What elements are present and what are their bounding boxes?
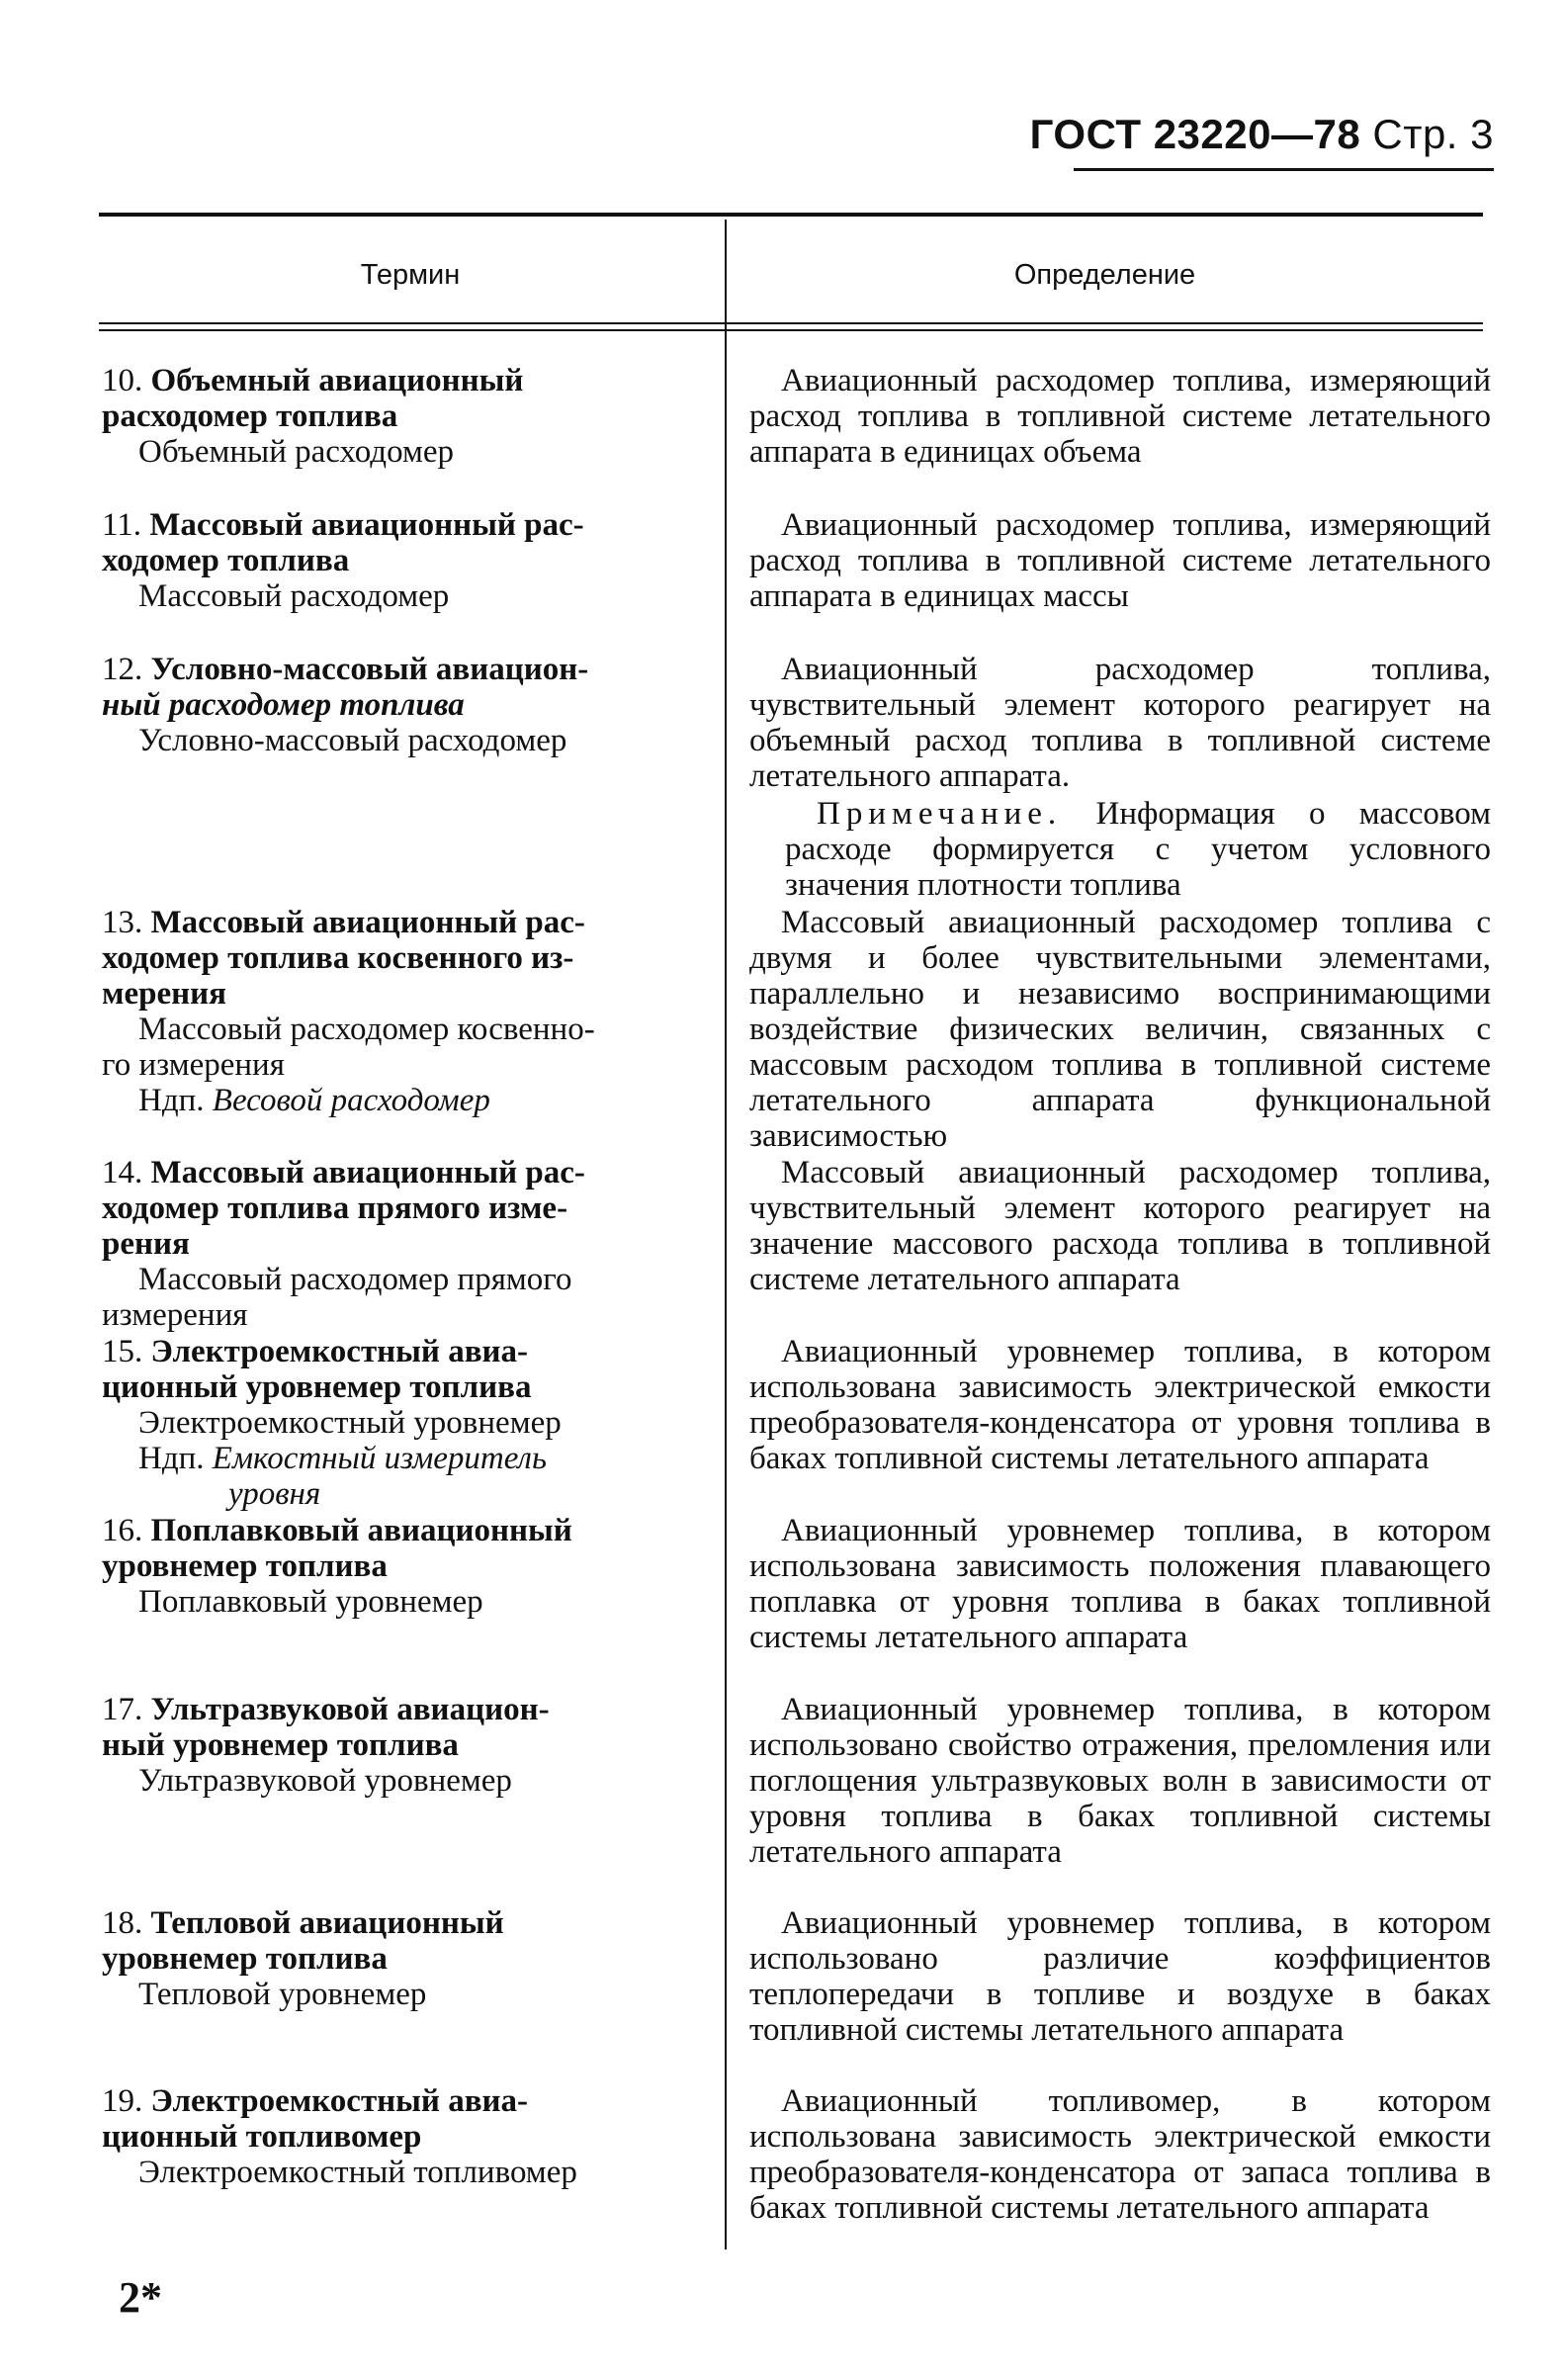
term-title-cont: мерения	[102, 976, 227, 1012]
term-synonym: Массовый расходомер	[138, 578, 450, 614]
term-title: 19. Электроемкостный авиа-	[102, 2083, 529, 2119]
term-title-cont: ционный топливомер	[102, 2119, 422, 2155]
term-title: 13. Массовый авиационный рас-	[102, 905, 585, 940]
definition-entry-16	[749, 1513, 1491, 1655]
term-title-cont: ный уровнемер топлива	[102, 1727, 459, 1763]
term-title-cont: расходомер топлива	[102, 398, 398, 434]
standard-number: ГОСТ 23220—78	[1029, 111, 1361, 157]
note-text: Информация о массовом расходе формируется с учетом условного значения плотности топлива	[785, 796, 1491, 903]
definition-entry-12	[749, 652, 1491, 903]
term-title: 17. Ультразвуковой авиацион-	[102, 1692, 550, 1727]
term-title-cont: уровнемер топлива	[102, 1941, 388, 1977]
definition-entry-15	[749, 1334, 1491, 1476]
term-entry-15	[102, 1334, 692, 1512]
term-synonym: Массовый расходомер косвенно-	[138, 1012, 595, 1047]
term-title-cont: ходомер топлива	[102, 543, 350, 578]
definition-text: Авиационный уровнемер топлива, в котором использована зависимость электрической емкости преобразователя-конденсатора от уровня топлива в баках топливной системы летательного аппарата	[749, 1334, 1491, 1476]
term-not-allowed: Ндп. Емкостный измеритель	[138, 1441, 547, 1476]
term-synonym-cont: го измерения	[102, 1047, 285, 1083]
definition-entry-10	[749, 363, 1491, 470]
definition-text: Массовый авиационный расходомер топлива, чувствительный элемент которого реагирует на значение массового расхода топлива в топливной системе летательного аппарата	[749, 1155, 1491, 1297]
definition-entry-13	[749, 905, 1491, 1154]
term-synonym: Электроемкостный топливомер	[138, 2155, 577, 2190]
page-number: Стр. 3	[1372, 111, 1494, 157]
term-entry-19	[102, 2083, 692, 2190]
term-synonym: Массовый расходомер прямого	[138, 1262, 572, 1297]
definition-entry-17	[749, 1692, 1491, 1870]
header-double-rule-top	[99, 322, 1483, 324]
term-synonym: Условно-массовый расходомер	[138, 723, 567, 758]
term-entry-18	[102, 1905, 692, 2012]
definition-text: Авиационный расходомер топлива, измеряющий расход топлива в топливной системе летательного аппарата в единицах массы	[749, 507, 1491, 614]
term-title-cont: уровнемер топлива	[102, 1548, 388, 1584]
definition-text: Авиационный уровнемер топлива, в котором использовано свойство отражения, преломления или поглощения ультразвуковых волн в зависимости от уровня топлива в баках топливной системы летательного аппарата	[749, 1692, 1491, 1870]
term-title: 10. Объемный авиационный	[102, 363, 524, 398]
term-not-allowed: Ндп. Весовой расходомер	[138, 1083, 490, 1118]
page-header	[1030, 111, 1494, 158]
definition-text: Авиационный расходомер топлива, чувствительный элемент которого реагирует на объемный расход топлива в топливной системе летательного аппарата.	[749, 652, 1491, 794]
term-synonym: Тепловой уровнемер	[138, 1977, 427, 2012]
term-synonym: Ультразвуковой уровнемер	[138, 1763, 512, 1799]
term-title: 11. Массовый авиационный рас-	[102, 507, 584, 543]
term-title-cont: ный расходомер топлива	[102, 687, 465, 723]
term-title: 18. Тепловой авиационный	[102, 1905, 504, 1941]
term-entry-14	[102, 1155, 692, 1333]
term-title: 15. Электроемкостный авиа-	[102, 1334, 529, 1369]
definition-text: Авиационный уровнемер топлива, в котором использовано различие коэффициентов теплопередачи в топливе и воздухе в баках топливной системы летательного аппарата	[749, 1905, 1491, 2048]
definition-text: Массовый авиационный расходомер топлива с двумя и более чувствительными элементами, параллельно и независимо воспринимающими воздействие физических величин, связанных с массовым расходом топлива в топливной системе летательного аппарата функциональной зависимостью	[749, 905, 1491, 1154]
term-entry-16	[102, 1513, 692, 1620]
term-title-cont: ходомер топлива прямого изме-	[102, 1190, 568, 1226]
term-synonym: Поплавковый уровнемер	[138, 1584, 483, 1620]
header-rule	[1074, 168, 1494, 171]
table-top-rule	[99, 213, 1483, 217]
header-double-rule-bottom	[99, 329, 1483, 331]
term-title-cont: ционный уровнемер топлива	[102, 1369, 532, 1405]
term-not-allowed-cont: уровня	[228, 1476, 321, 1512]
term-title-cont: рения	[102, 1226, 190, 1262]
definition-text: Авиационный уровнемер топлива, в котором использована зависимость положения плавающего поплавка от уровня топлива в баках топливной системы летательного аппарата	[749, 1513, 1491, 1655]
term-title-cont: ходомер топлива косвенного из-	[102, 940, 574, 976]
term-synonym: Объемный расходомер	[138, 434, 454, 470]
column-header-term: Термин	[360, 259, 461, 291]
definition-entry-18	[749, 1905, 1491, 2048]
term-synonym: Электроемкостный уровнемер	[138, 1405, 562, 1441]
note-label: Примечание.	[817, 796, 1063, 832]
term-synonym-cont: измерения	[102, 1297, 248, 1333]
definition-entry-11	[749, 507, 1491, 614]
term-entry-13	[102, 905, 692, 1118]
sheet-signature-mark: 2*	[119, 2273, 162, 2322]
definition-text: Авиационный расходомер топлива, измеряющий расход топлива в топливной системе летательного аппарата в единицах объема	[749, 363, 1491, 470]
term-title: 14. Массовый авиационный рас-	[102, 1155, 585, 1190]
definition-text: Авиационный топливомер, в котором использована зависимость электрической емкости преобразователя-конденсатора от запаса топлива в баках топливной системы летательного аппарата	[749, 2083, 1491, 2226]
column-header-definition: Определение	[1013, 259, 1196, 291]
definition-entry-14	[749, 1155, 1491, 1297]
term-entry-10	[102, 363, 692, 470]
term-entry-12	[102, 652, 692, 758]
term-title: 16. Поплавковый авиационный	[102, 1513, 572, 1548]
term-entry-11	[102, 507, 692, 614]
term-title: 12. Условно-массовый авиацион-	[102, 652, 589, 687]
term-entry-17	[102, 1692, 692, 1799]
definition-entry-19	[749, 2083, 1491, 2226]
column-divider	[725, 220, 727, 2249]
definition-note	[749, 796, 1491, 903]
